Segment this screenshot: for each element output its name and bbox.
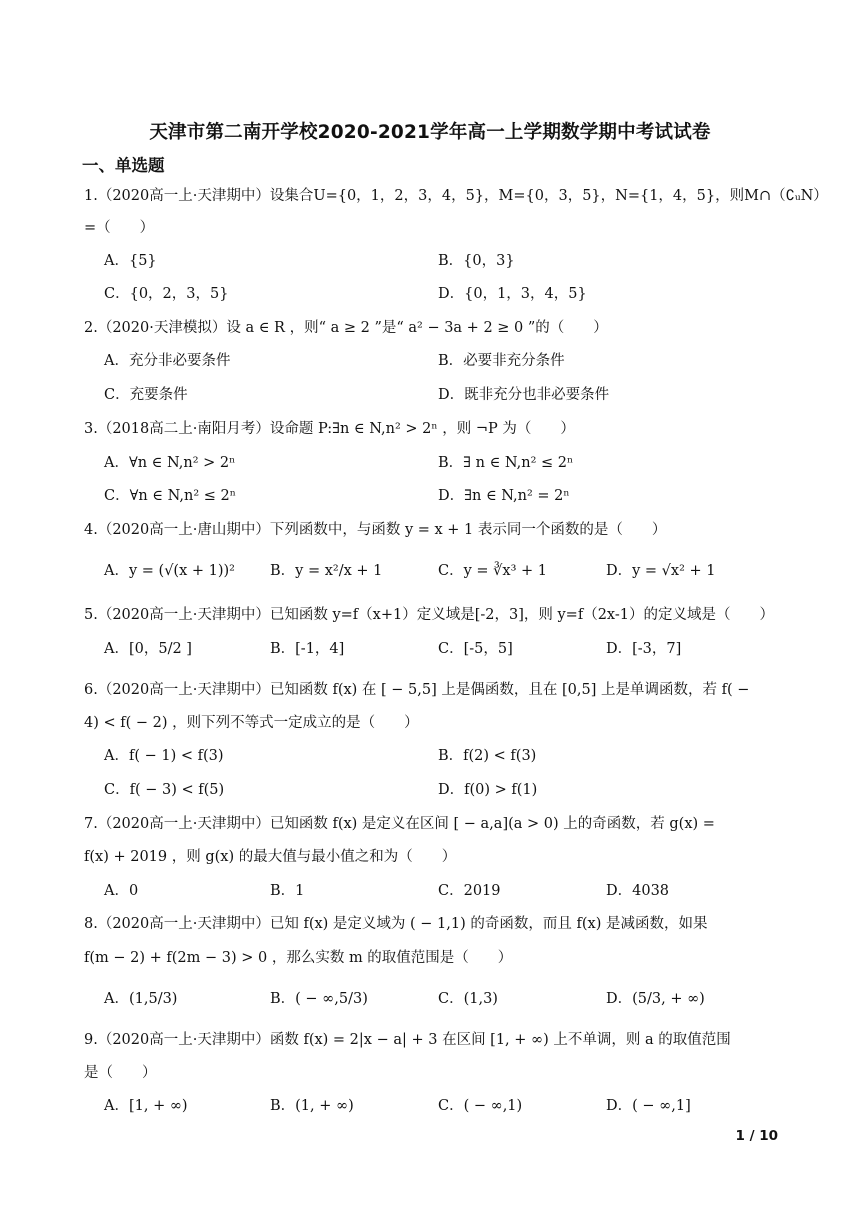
q1-option-a: A．{5}: [104, 253, 157, 269]
question-5-line-1: 5.（2020高一上·天津期中）已知函数 y=f（x+1）定义域是[-2，3]，则 y=f（2x-1）的定义域是（ ）: [84, 607, 774, 623]
page-number: 1 / 10: [735, 1128, 778, 1144]
question-2-line-1: 2.（2020·天津模拟）设 a ∈ R ，则“ a ≥ 2 ”是“ a² − 3a + 2 ≥ 0 ”的（ ）: [84, 320, 608, 336]
q7-option-c: C．2019: [438, 883, 501, 899]
q1-option-c: C．{0，2，3，5}: [104, 286, 229, 302]
q9-option-a: A．[1, + ∞): [104, 1098, 188, 1114]
q4-option-c: C．y = ∛x³ + 1: [438, 563, 547, 579]
q7-option-d: D．4038: [606, 883, 670, 899]
q3-option-b: B．∃ n ∈ N,n² ≤ 2ⁿ: [438, 455, 574, 471]
q2-option-d: D．既非充分也非必要条件: [438, 387, 610, 403]
q8-option-c: C．(1,3): [438, 991, 498, 1007]
q7-option-a: A．0: [104, 883, 139, 899]
question-9-line-1: 9.（2020高一上·天津期中）函数 f(x) = 2|x − a| + 3 在区间 [1, + ∞) 上不单调，则 a 的取值范围: [84, 1032, 731, 1048]
q7-option-b: B．1: [270, 883, 305, 899]
document-title: 天津市第二南开学校2020-2021学年高一上学期数学期中考试试卷: [149, 122, 711, 143]
q4-option-b: B．y = x²/x + 1: [270, 563, 383, 579]
question-6-line-2: 4) < f( − 2) ，则下列不等式一定成立的是（ ）: [84, 715, 419, 731]
question-8-line-1: 8.（2020高一上·天津期中）已知 f(x) 是定义域为 ( − 1,1) 的奇函数，而且 f(x) 是减函数，如果: [84, 916, 708, 932]
q6-option-d: D．f(0) > f(1): [438, 782, 538, 798]
q6-option-b: B．f(2) < f(3): [438, 748, 537, 764]
question-1-line-2: =（ ）: [84, 220, 155, 236]
q5-option-b: B．[-1，4]: [270, 641, 345, 657]
q6-option-c: C．f( − 3) < f(5): [104, 782, 225, 798]
q5-option-d: D．[-3，7]: [606, 641, 682, 657]
q1-option-d: D．{0，1，3，4，5}: [438, 286, 587, 302]
question-6-line-1: 6.（2020高一上·天津期中）已知函数 f(x) 在 [ − 5,5] 上是偶函数，且在 [0,5] 上是单调函数，若 f( −: [84, 682, 750, 698]
q4-option-a: A．y = (√(x + 1))²: [104, 563, 235, 579]
question-8-line-2: f(m − 2) + f(2m − 3) > 0 ，那么实数 m 的取值范围是（ ）: [84, 950, 513, 966]
question-4-line-1: 4.（2020高一上·唐山期中）下列函数中，与函数 y = x + 1 表示同一个函数的是（ ）: [84, 522, 667, 538]
q3-option-d: D．∃n ∈ N,n² = 2ⁿ: [438, 488, 570, 504]
question-7-line-1: 7.（2020高一上·天津期中）已知函数 f(x) 是定义在区间 [ − a,a](a > 0) 上的奇函数，若 g(x) =: [84, 816, 715, 832]
q9-option-b: B．(1, + ∞): [270, 1098, 354, 1114]
q5-option-a: A．[0，5/2 ]: [104, 641, 192, 657]
q5-option-c: C．[-5，5]: [438, 641, 513, 657]
question-7-line-2: f(x) + 2019 ，则 g(x) 的最大值与最小值之和为（ ）: [84, 849, 457, 865]
q8-option-d: D．(5/3, + ∞): [606, 991, 705, 1007]
q9-option-c: C．( − ∞,1): [438, 1098, 523, 1114]
q3-option-a: A．∀n ∈ N,n² > 2ⁿ: [104, 455, 236, 471]
q2-option-b: B．必要非充分条件: [438, 353, 565, 369]
question-9-line-2: 是（ ）: [84, 1065, 157, 1081]
section-heading: 一、单选题: [82, 156, 165, 175]
q4-option-d: D．y = √x² + 1: [606, 563, 716, 579]
q8-option-b: B．( − ∞,5/3): [270, 991, 368, 1007]
q1-option-b: B．{0，3}: [438, 253, 515, 269]
q2-option-c: C．充要条件: [104, 387, 188, 403]
q8-option-a: A．(1,5/3): [104, 991, 178, 1007]
question-1-line-1: 1.（2020高一上·天津期中）设集合U={0，1，2，3，4，5}，M={0，3，5}，N={1，4，5}，则M∩（∁ᵤN）: [84, 188, 828, 204]
q9-option-d: D．( − ∞,1]: [606, 1098, 691, 1114]
q2-option-a: A．充分非必要条件: [104, 353, 231, 369]
q6-option-a: A．f( − 1) < f(3): [104, 748, 224, 764]
q3-option-c: C．∀n ∈ N,n² ≤ 2ⁿ: [104, 488, 237, 504]
question-3-line-1: 3.（2018高二上·南阳月考）设命题 P:∃n ∈ N,n² > 2ⁿ ，则 ¬P 为（ ）: [84, 421, 575, 437]
